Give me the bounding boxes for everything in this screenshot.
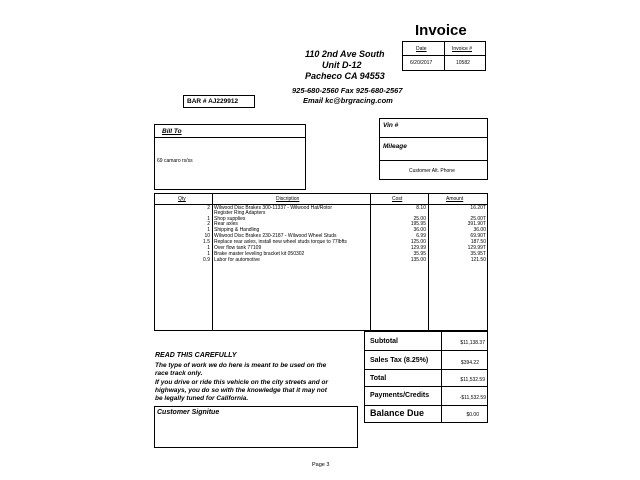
row-amount: 129.99T [467,245,486,251]
notice-line-3: If you drive or ride this vehicle on the city streets and or [155,379,329,386]
row-cost: 6.99 [416,233,426,239]
row-desc: Rear axles [214,221,238,227]
bill-to-text: 69 camaro rs/ss [157,158,193,164]
total-label: Total [370,375,387,382]
header-amount: Amount [446,196,464,202]
row-amount: 69.90T [470,233,486,239]
row-desc: Replace rear axles, install new wheel studs torque to 77lbfts [214,239,347,245]
date-label: Date [416,46,427,52]
row-cost: 125.00 [410,239,426,245]
email: Email kc@brgracing.com [303,96,393,105]
invoice-number-value: 10582 [456,60,470,66]
customer-alt-phone: Customer Alt. Phone [409,168,455,174]
row-cost: 8.10 [416,205,426,211]
bar-number: BAR # AJ229912 [187,98,239,105]
row-amount: 391.90T [467,221,486,227]
row-qty: 1.5 [203,239,210,245]
phone-fax: 925-680-2560 Fax 925-680-2567 [292,86,403,95]
row-amount: 187.50 [470,239,486,245]
sales-tax-value: $394.22 [460,360,479,366]
row-cost: 36.00 [413,227,426,233]
notice-line-4: highways, you do so with the knowledge that it may not [155,387,327,394]
row-cost: 129.99 [410,245,426,251]
invoice-title: Invoice [415,22,467,39]
notice-line-5: be legally tuned for California. [155,395,249,402]
payments-label: Payments/Credits [370,392,430,399]
subtotal-value: $11,138.37 [460,340,485,346]
row-qty: 2 [207,205,210,211]
row-qty: 1 [207,245,210,251]
date-value: 6/20/2017 [410,60,433,66]
row-qty: 2 [207,221,210,227]
row-cost: 25.00 [413,216,426,222]
row-qty: 10 [204,233,210,239]
vin-label: Vin # [383,122,399,129]
row-desc: Brake master leveling bracket kit 050302 [214,251,305,257]
row-desc: Shop supplies [214,216,246,222]
row-amount: 25.00T [470,216,486,222]
row-desc: Over flow tank 77109 [214,245,262,251]
row-amount: 35.95T [470,251,486,257]
balance-due-value: $0.00 [466,412,479,418]
header-description: Discription [276,196,300,202]
payments-value: -$11,532.59 [459,395,486,401]
row-desc: Register Ring Adapters [214,210,266,216]
notice-heading: READ THIS CAREFULLY [155,352,237,359]
sales-tax-label: Sales Tax (8.25%) [370,357,429,364]
row-amount: 121.50 [470,257,486,263]
address-line-1: 110 2nd Ave South [305,49,385,59]
address-line-3: Pacheco CA 94553 [305,71,385,81]
subtotal-label: Subtotal [370,338,398,345]
row-qty: 0.9 [203,257,210,263]
header-qty: Qty [178,196,186,202]
row-desc: Shipping & Handling [214,227,260,233]
mileage-label: Mileage [383,143,407,150]
row-amount: 36.00 [473,227,486,233]
invoice-number-label: Invoice # [452,46,473,52]
row-qty: 1 [207,251,210,257]
row-amount: 16.20T [470,205,486,211]
row-qty: 1 [207,227,210,233]
page-number: Page 3 [312,462,330,468]
row-desc: Wilwood Disc Brakes 300-11337 - Wilwood Hat/Rotor [214,205,333,211]
row-cost: 195.95 [410,221,426,227]
row-cost: 135.00 [410,257,426,263]
row-desc: Labor for automotive [214,257,260,263]
total-value: $11,532.59 [460,377,485,383]
row-qty: 1 [207,216,210,222]
notice-line-2: race track only. [155,370,203,377]
row-cost: 35.95 [413,251,426,257]
bill-to-label: Bill To [162,128,182,135]
balance-due-label: Balance Due [370,408,425,418]
address-line-2: Unit D-12 [322,60,362,70]
notice-line-1: The type of work we do here is meant to be used on the [155,362,327,369]
row-desc: Wilwood Disc Brakes 230-2187 - Wilwood Wheel Studs [214,233,337,239]
header-cost: Cost [392,196,403,202]
signature-label: Customer Signitue [157,409,220,416]
